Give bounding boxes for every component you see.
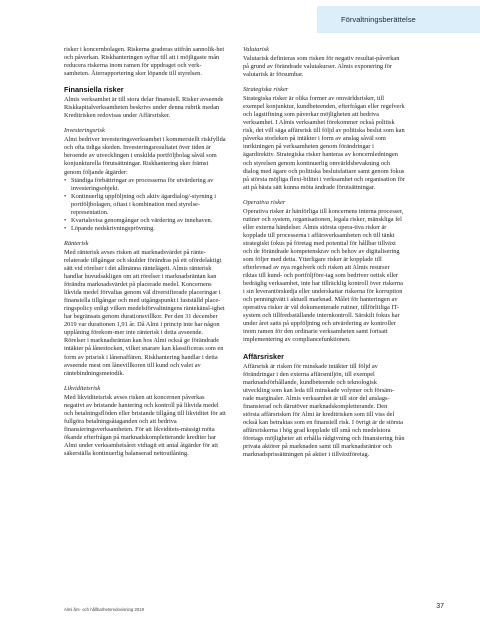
bullet-item: • Kontinuerlig uppföljning och aktiv ägardialog/-styrning i portföljbolagen, oftast i kombination med styrelse-representation. — [64, 193, 226, 217]
ranterisk-paragraph: Med ränterisk avses risken att marknadsvärdet på ränte-relaterade tillgångar och skulder förändras på ett ofördelaktigt sätt vid rörelser i det allmänna räntelägett. Almis ränterisk handlar huvudsakligen om att rörelser i marknadsräntan kan förändra marknadsvärdet på placerade medel. Koncernens likvida medel förvaltas genom väl diversifierade placeringar i finansiella tillgångar och med utgångspunkt i fastställd place-ringspolicy enligt vilken medelsförvaltningens räntekänsl-ighet har begränsats genom durationsvillkor. Per den 31 december 2019 var durationen 1,91 år. Då Almi i princip inte har någon upplåning förekom-mer inte ränterisk i detta avseende. Rörelser i marknadsräntan kan hos Almi också ge förändrade intäkter på lånestocken, vilket snarare kan klassificeras som en form av prisrisk i lånenaffären. Riskhantering handlar i detta avseende mest om lånevillkoren till kund och valet av räntebindningsmetodik. — [64, 248, 225, 377]
ranterisk-heading: Ränterisk — [64, 239, 89, 247]
valutarisk-paragraph: Valutarisk definieras som risken för negativ resultat-påverkan på grund av förändrade valutakurser. Almis exponering för valutarisk är försumbar. — [243, 55, 400, 79]
bullet-item: • Ständiga förbättringar av processerna för utvärdering av investeringsobjekt. — [64, 177, 226, 193]
finansiella-risker-paragraph: Almis verksamhet är till stora delar finansiell. Risker avseende Riskkapitalverksamheten beskrivs under denna rubrik medan Kreditrisken redovisas under Affärsrisker. — [64, 96, 224, 120]
finansiella-risker-heading: Finansiella risker — [64, 85, 124, 95]
left-column — [64, 46, 226, 465]
footer-publication-title: Almi års- och hållbarhetsredovisning 2019 — [64, 607, 145, 612]
affarsrisker-heading: Affärsrisker — [243, 351, 284, 361]
bullet-item: • Kvartalsvisa genomgångar och värdering av innehaven. — [64, 217, 226, 225]
affarsrisker-paragraph: Affärsrisk är risken för minskade intäkter till följd av förändringar i den externa affärsmiljön, till exempel marknadsförhållande, kundbeteende och teknologisk utveckling som kan leda till minskade volymer och försäm-rade marginaler. Almis verksamhet är till stor del anslags-finansierad och därutöver marknadskompletterande. Den största affärsrisken för Almi är kreditrisken som till viss del också kan betraktas som en finansiell risk. I övrigt är de största affärsriskerna i hög grad kopplade till små och medelstora företags möjligheter att erhålla rådgivning och finansiering från privata aktörer på marknaden samt till marknadsräntor och marknadsprissättningen på aktier i tillväxtföretag. — [243, 362, 405, 459]
likviditetsrisk-heading: Likviditetsrisk — [64, 384, 101, 392]
valutarisk-heading: Valutarisk — [243, 46, 269, 53]
page-number: 37 — [436, 603, 444, 610]
strategiska-risker-paragraph: Strategiska risker är olika former av omvärldsrisker, till exempel konjunktur, kundbeteenden, efterfrågan eller regelverk och lagstiftning som påverkar möjligheten att bedriva verksamhet. I Almis verksamhet förekommer också politisk risk, det vill säga affärsrisk till följd av politiska beslut som kan påverka storleken på intäkter i form av anslag såväl som inriktningen på verksamheten genom förändringar i ägardirektiv. Strategiska risker hanteras av koncernledningen och styrelsen genom kontinuerlig omvärldsbevakning och dialog med ägare och politiska beslutsfattare samt genom fokus på största möjliga flexi-bilitet i verksamhet och organisation för att på bästa sätt kunna möta ändrade förutsättningar. — [243, 95, 405, 191]
section-title: Förvaltningsberättelse — [341, 15, 416, 24]
operativa-risker-heading: Operativa risker — [243, 198, 286, 206]
operativa-risker-paragraph: Operativa risker är hänförliga till koncernens interna processer, rutiner och system, organisationen, legala risker, mänskliga fel eller externa händelser. Almis största opera-tiva risker är kopplade till processerna i affärsverksamheten och till tänkt strategiskt fokus på företag med potential för hållbar tillväxt och de förändrade kompetenskrav och behov av digitalisering som följer med detta. Ytterligare risker är kopplade till efterlevnad av nya regelverk och risken att Almis resurser riktas till kund- och portföljföre-tag som bedriver oetisk eller bedräglig verksamhet, inte har tillräcklig kontroll över riskerna i sin leverantörskedja eller underskattar riskerna för korruption och penningtvätt i aktuell marknad. Målet för hanteringen av operativa risker är väl dokumenterade rutiner, tillförlitliga IT-system och tillfredsställande internkontroll. Särskilt fokus har under året satts på uppföljning och utvärdering av kontroller inom ramen för den ordinarie verksamheten samt fortsatt implementering av compliancefunktionen. — [243, 207, 404, 344]
right-column — [243, 46, 405, 466]
strategiska-risker-heading: Strategiska risker — [243, 86, 289, 94]
intro-paragraph: risker i koncernbolagen. Riskerna graderas utifrån sannolik-het och påverkan. Riskhanteringen syftar till att i möjligaste mån reducera riskerna inom ramen för uppdraget och verk-samheten. Återrapportering sker löpande till styrelsen. — [64, 46, 225, 78]
investeringsrisk-heading: Investeringsrisk — [64, 127, 105, 135]
bullet-item: • Löpande nedskrivningsprövning. — [64, 225, 226, 233]
investeringsrisk-bullet-list — [64, 177, 226, 233]
likviditetsrisk-paragraph: Med likviditetsrisk avses risken att koncernen påverkas negativt av bristande hantering och kontroll på likvida medel och betalningsflöden eller bristande tillgång till likviditet för att fullgöra betalningsåtaganden och att bedriva finansieringsverksamheten. För att likviditets-mässigt möta ökande efterfrågan på marknadskompletterande krediter har Almi under verksamhetsåret vidtagit ett antal åtgärder för att säkerställa kontinuerlig balanserad nettoutlåning. — [64, 393, 226, 457]
section-header-tab — [317, 6, 480, 33]
investeringsrisk-paragraph: Almi bedriver investeringsverksamhet i kommersiellt riskfyllda och ofta tidiga skeden. Investeringsresultatet över tiden är beroende av utvecklingen i enskilda portföljbolag såväl som konjunkturella förutsättningar. Riskhantering sker främst genom följande åtgärder: — [64, 136, 226, 176]
